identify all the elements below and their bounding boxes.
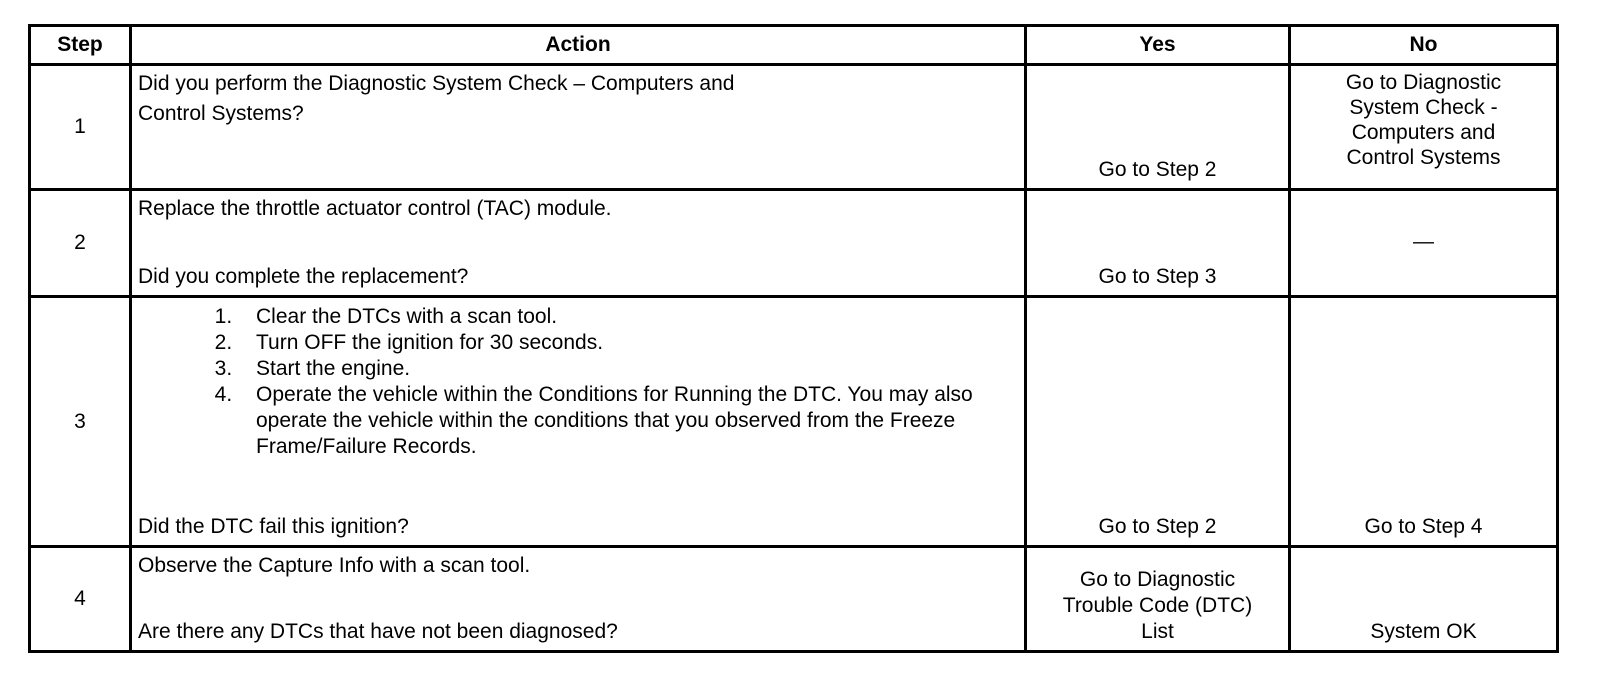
header-step: Step (30, 26, 131, 65)
action-text: Observe the Capture Info with a scan tool. (138, 554, 531, 577)
yes-action: Go to Step 3 (1098, 265, 1217, 288)
no-cell (1290, 297, 1558, 547)
action-cell (131, 65, 1026, 190)
action-text: Replace the throttle actuator control (TAC) module. (138, 197, 612, 220)
yes-cell (1026, 65, 1290, 190)
procedure-list (138, 304, 1018, 460)
yes-action: Go to Diagnostic Trouble Code (DTC) List (1062, 568, 1253, 643)
step-number: 4 (30, 547, 131, 652)
yes-cell (1026, 190, 1290, 297)
table-row (30, 190, 1558, 297)
action-cell (131, 190, 1026, 297)
table-row (30, 547, 1558, 652)
table-row (30, 65, 1558, 190)
no-action: — (1413, 229, 1434, 253)
step-number: 1 (30, 65, 131, 190)
no-cell (1290, 190, 1558, 297)
yes-cell (1026, 547, 1290, 652)
action-question: Did you complete the replacement? (138, 265, 469, 288)
list-item: 3. Start the engine. (238, 356, 1018, 382)
yes-action: Go to Step 2 (1098, 158, 1217, 181)
action-cell (131, 297, 1026, 547)
table-row (30, 297, 1558, 547)
header-yes: Yes (1026, 26, 1290, 65)
list-item: 1. Clear the DTCs with a scan tool. (238, 304, 1018, 330)
step-number: 3 (30, 297, 131, 547)
no-cell (1290, 547, 1558, 652)
action-question: Are there any DTCs that have not been diagnosed? (138, 620, 618, 643)
action-text: Control Systems? (138, 102, 304, 125)
header-row (30, 26, 1558, 65)
header-no: No (1290, 26, 1558, 65)
action-question: Did the DTC fail this ignition? (138, 515, 409, 538)
list-item: 2. Turn OFF the ignition for 30 seconds. (238, 330, 1018, 356)
no-action: Go to Step 4 (1364, 515, 1483, 538)
no-cell (1290, 65, 1558, 190)
diagnostic-table (28, 24, 1559, 653)
yes-cell (1026, 297, 1290, 547)
yes-action: Go to Step 2 (1098, 515, 1217, 538)
no-action: System OK (1370, 620, 1477, 643)
header-action: Action (131, 26, 1026, 65)
list-item: 4. Operate the vehicle within the Conditions for Running the DTC. You may also operate the vehicle within the conditions that you observed from the Freeze Frame/Failure Records. (238, 382, 1018, 460)
action-cell (131, 547, 1026, 652)
no-action: Go to Diagnostic System Check - Computers and Control Systems (1345, 71, 1502, 169)
action-text: Did you perform the Diagnostic System Check – Computers and (138, 72, 735, 95)
step-number: 2 (30, 190, 131, 297)
